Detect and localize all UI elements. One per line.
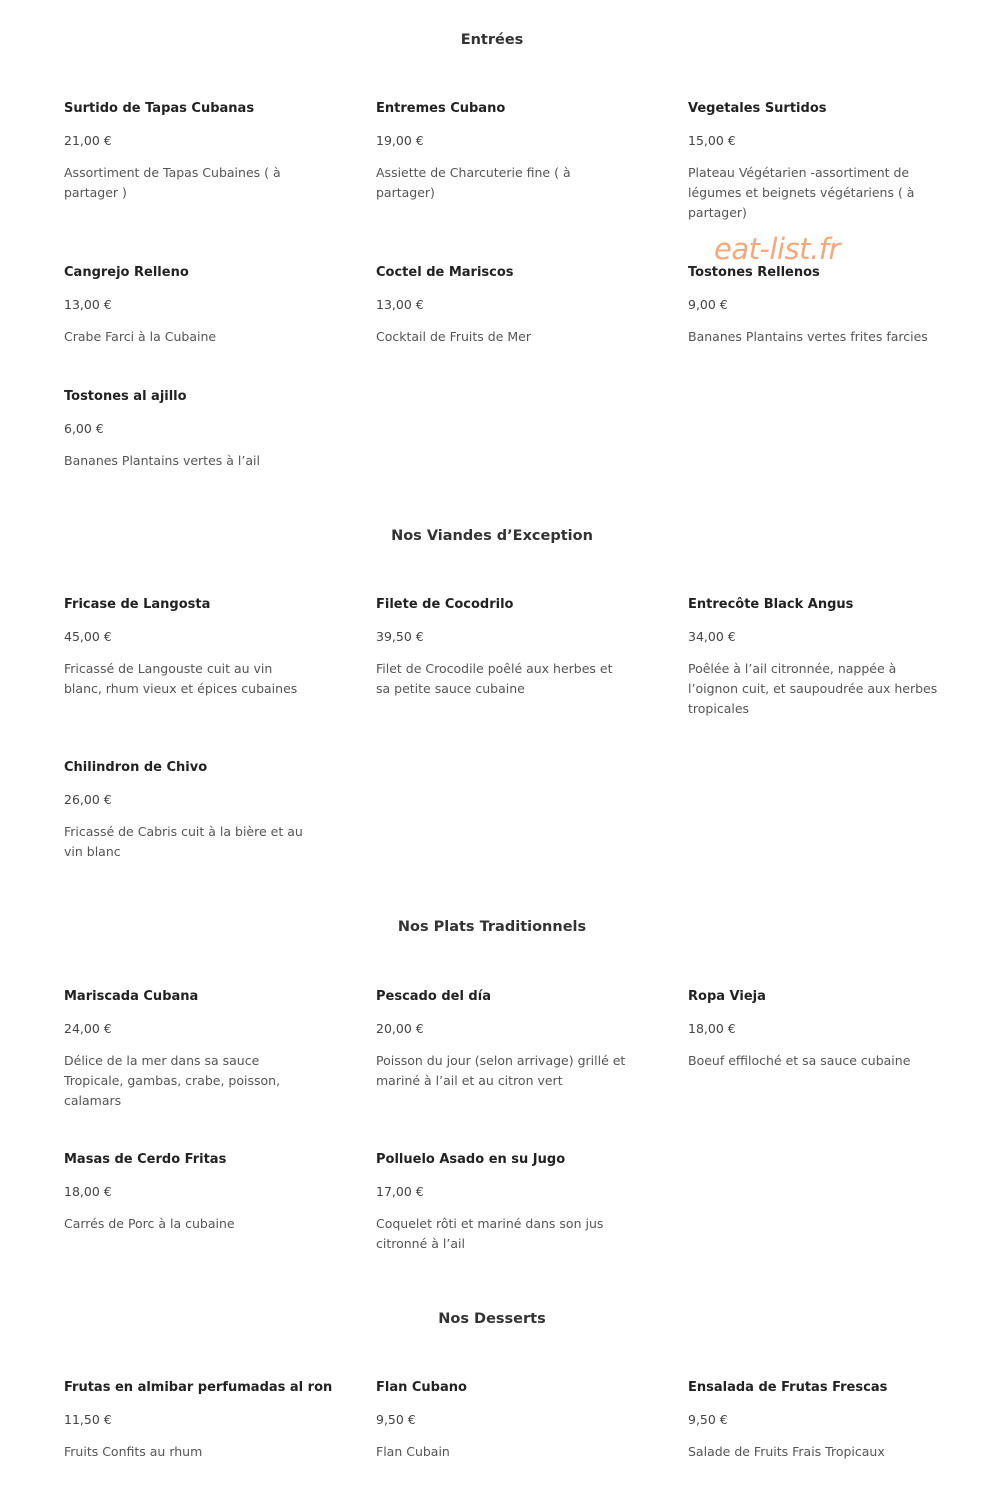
- item-price: 45,00 €: [64, 629, 112, 644]
- menu-item: [376, 101, 626, 203]
- item-description: Salade de Fruits Frais Tropicaux: [688, 1444, 885, 1459]
- menu-item: [688, 989, 948, 1071]
- item-description: Bananes Plantains vertes à l’ail: [64, 453, 260, 468]
- menu-item: [376, 597, 626, 699]
- item-name: Filete de Cocodrilo: [376, 597, 514, 612]
- item-name: Entremes Cubano: [376, 101, 506, 116]
- item-name: Coctel de Mariscos: [376, 265, 514, 280]
- item-price: 11,50 €: [64, 1412, 112, 1427]
- item-description: Boeuf effiloché et sa sauce cubaine: [688, 1053, 911, 1068]
- item-price: 26,00 €: [64, 792, 112, 807]
- item-name: Pescado del día: [376, 989, 491, 1004]
- item-price: 24,00 €: [64, 1021, 112, 1036]
- item-description: Flan Cubain: [376, 1444, 450, 1459]
- item-name: Chilindron de Chivo: [64, 760, 208, 775]
- menu-item: [376, 989, 636, 1091]
- item-price: 20,00 €: [376, 1021, 424, 1036]
- item-price: 39,50 €: [376, 629, 424, 644]
- item-price: 18,00 €: [64, 1184, 112, 1199]
- menu-item: [64, 1380, 344, 1462]
- item-price: 13,00 €: [376, 297, 424, 312]
- item-name: Flan Cubano: [376, 1380, 467, 1395]
- menu-item: [688, 265, 948, 347]
- section-title-viandes: Nos Viandes d’Exception: [391, 528, 593, 544]
- menu-item: [688, 1380, 948, 1462]
- item-name: Tostones Rellenos: [688, 265, 820, 280]
- item-description: Filet de Crocodile poêlé aux herbes et sa petite sauce cubaine: [376, 661, 613, 696]
- item-name: Vegetales Surtidos: [688, 101, 827, 116]
- item-price: 6,00 €: [64, 421, 104, 436]
- item-name: Surtido de Tapas Cubanas: [64, 101, 255, 116]
- item-description: Bananes Plantains vertes frites farcies: [688, 329, 928, 344]
- item-price: 21,00 €: [64, 133, 112, 148]
- item-name: Fricase de Langosta: [64, 597, 211, 612]
- item-name: Ropa Vieja: [688, 989, 766, 1004]
- item-price: 18,00 €: [688, 1021, 736, 1036]
- item-price: 17,00 €: [376, 1184, 424, 1199]
- item-description: Assortiment de Tapas Cubaines ( à partager ): [64, 165, 281, 200]
- item-name: Frutas en almibar perfumadas al ron: [64, 1380, 333, 1395]
- section-title-plats: Nos Plats Traditionnels: [397, 919, 587, 935]
- menu-item: [688, 101, 938, 223]
- item-description: Fricassé de Cabris cuit à la bière et au vin blanc: [64, 824, 303, 859]
- item-name: Tostones al ajillo: [64, 389, 187, 404]
- section-title-entrees: Entrées: [460, 32, 524, 48]
- item-name: Entrecôte Black Angus: [688, 597, 854, 612]
- menu-item: [64, 1152, 314, 1234]
- menu-item: [64, 989, 314, 1111]
- item-price: 9,50 €: [688, 1412, 728, 1427]
- section-title-desserts: Nos Desserts: [438, 1311, 546, 1327]
- item-description: Poêlée à l’ail citronnée, nappée à l’oignon cuit, et saupoudrée aux herbes tropicales: [688, 661, 938, 716]
- item-price: 34,00 €: [688, 629, 736, 644]
- item-price: 9,50 €: [376, 1412, 416, 1427]
- item-description: Fruits Confits au rhum: [64, 1444, 203, 1459]
- item-description: Plateau Végétarien -assortiment de légumes et beignets végétariens ( à partager): [688, 165, 915, 220]
- watermark-logo: eat-list.fr: [714, 232, 840, 266]
- menu-item: [688, 597, 948, 719]
- item-description: Crabe Farci à la Cubaine: [64, 329, 217, 344]
- menu-item: [376, 1152, 626, 1254]
- item-price: 13,00 €: [64, 297, 112, 312]
- item-price: 19,00 €: [376, 133, 424, 148]
- menu-item: [64, 597, 314, 699]
- menu-item: [376, 1380, 626, 1462]
- item-description: Cocktail de Fruits de Mer: [376, 329, 531, 344]
- item-description: Assiette de Charcuterie fine ( à partager): [376, 165, 571, 200]
- menu-item: [376, 265, 626, 347]
- item-name: Masas de Cerdo Fritas: [64, 1152, 227, 1167]
- menu-item: [64, 389, 314, 471]
- item-price: 9,00 €: [688, 297, 728, 312]
- item-price: 15,00 €: [688, 133, 736, 148]
- menu-item: [64, 265, 314, 347]
- item-name: Cangrejo Relleno: [64, 265, 189, 280]
- item-description: Coquelet rôti et mariné dans son jus citronné à l’ail: [376, 1216, 604, 1251]
- item-name: Mariscada Cubana: [64, 989, 199, 1004]
- menu-item: [64, 101, 314, 203]
- menu-item: [64, 760, 314, 862]
- item-description: Délice de la mer dans sa sauce Tropicale, gambas, crabe, poisson, calamars: [64, 1053, 281, 1108]
- item-name: Polluelo Asado en su Jugo: [376, 1152, 566, 1167]
- item-description: Fricassé de Langouste cuit au vin blanc, rhum vieux et épices cubaines: [64, 661, 298, 696]
- item-description: Poisson du jour (selon arrivage) grillé et mariné à l’ail et au citron vert: [376, 1053, 626, 1088]
- item-name: Ensalada de Frutas Frescas: [688, 1380, 888, 1395]
- item-description: Carrés de Porc à la cubaine: [64, 1216, 235, 1231]
